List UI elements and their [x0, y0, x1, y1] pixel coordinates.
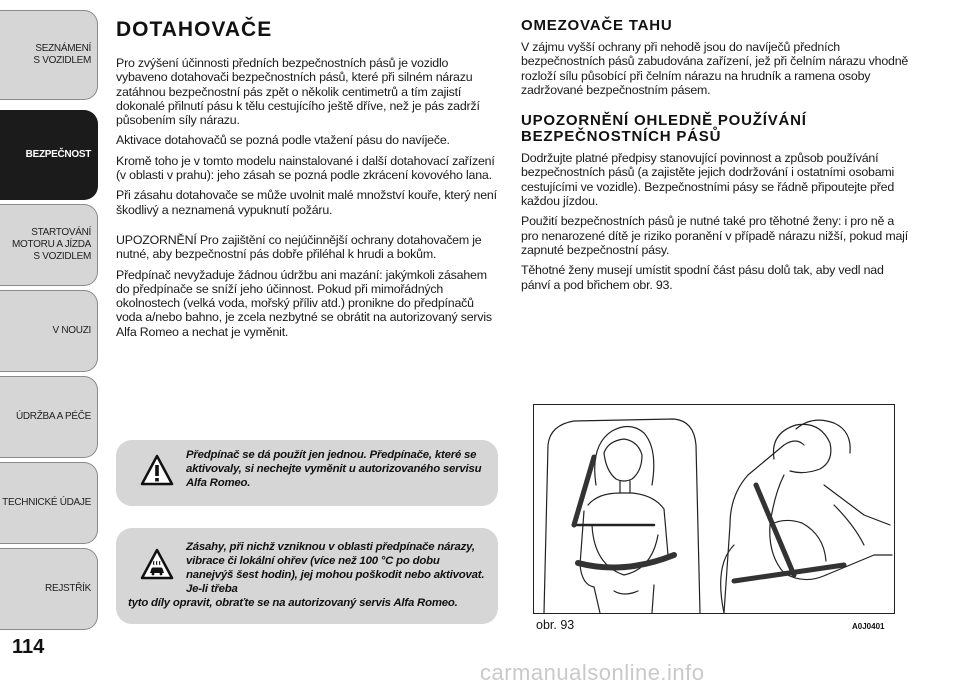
tab-label: V NOUZI: [52, 325, 91, 336]
tab-label: TECHNICKÉ ÚDAJE: [2, 497, 91, 508]
tab-label: BEZPEČNOST: [25, 149, 91, 160]
paragraph: Pro zvýšení účinnosti předních bezpečnostních pásů je vozidlo vybaveno dotahovači bezpečnostních pásů, které při silném nárazu zatáhnou bezpečnostní pás zpět o několik centimetrů a tím zajistí dokonalé přilnutí pásu k tělu cestujícího ještě dříve, než je pás zadrží působením síly nárazu.: [116, 56, 480, 128]
paragraph: UPOZORNĚNÍ Pro zajištění co nejúčinnější ochrany dotahovačem je nutné, aby bezpečnostní pás dobře přiléhal k hrudi a bokům.: [116, 232, 482, 262]
tab-seznameni[interactable]: [0, 10, 98, 100]
figure-seatbelt-illustration: [533, 404, 895, 614]
tab-udrzba[interactable]: [0, 376, 98, 458]
tab-label: REJSTŘÍK: [45, 583, 91, 594]
section-heading: UPOZORNĚNÍ OHLEDNĚ POUŽÍVÁNÍ BEZPEČNOSTNÍCH PÁSŮ: [521, 112, 807, 146]
paragraph: V zájmu vyšší ochrany při nehodě jsou do navíječů předních bezpečnostních pásů zabudována zařízení, jež při čelním nárazu vhodně rozloží sílu působící při čelním nárazu na hrudník a ramena osoby zadržované bezpečnostním pásem.: [521, 40, 909, 97]
warning-text: Zásahy, při nichž vzniknou v oblasti předpínače nárazy, vibrace či lokální ohřev (více než 100 °C po dobu nanejvýš šest hodin), jej mohou poškodit nebo aktivovat. Je-li třeba: [186, 541, 485, 595]
tab-technicke-udaje[interactable]: [0, 462, 98, 544]
paragraph: Při zásahu dotahovače se může uvolnit malé množství kouře, který není škodlivý a neznamená vypuknutí požáru.: [116, 188, 497, 217]
warning-text: Předpínač se dá použít jen jednou. Předpínače, které se aktivovaly, si nechejte vyměnit u autorizovaného servisu Alfa Romeo.: [186, 449, 482, 489]
chapter-tabs: [0, 0, 100, 640]
tab-v-nouzi[interactable]: [0, 290, 98, 372]
tab-bezpecnost[interactable]: [0, 110, 98, 200]
figure-code: A0J0401: [852, 622, 885, 631]
paragraph: Dodržujte platné předpisy stanovující povinnost a způsob používání bezpečnostních pásů (a zajistěte jejich dodržování i ostatními osobami cestujícími ve vozidle). Bezpečnostními pásy se řádně připoutejte před každou jízdou.: [521, 151, 895, 209]
section-title: DOTAHOVAČE: [116, 18, 273, 41]
warning-text-continued: tyto díly opravit, obraťte se na autorizovaný servis Alfa Romeo.: [128, 597, 458, 609]
paragraph: Aktivace dotahovačů se pozná podle vtažení pásu do navíječe.: [116, 133, 450, 148]
tab-label: SEZNÁMENÍ S VOZIDLEM: [33, 43, 91, 66]
watermark: carmanualsonline.info: [480, 660, 705, 685]
paragraph: Použití bezpečnostních pásů je nutné také pro těhotné ženy: i pro ně a pro nenarozené dítě je riziko poranění v případě nárazu nižší, pokud mají zapnuté bezpečnostní pásy.: [521, 214, 908, 257]
tab-rejstrik[interactable]: [0, 548, 98, 630]
figure-caption: obr. 93: [536, 618, 575, 632]
warning-triangle-icon: [140, 454, 174, 486]
page-number: 114: [12, 636, 45, 658]
right-column: [521, 18, 913, 298]
hot-car-warning-icon: [140, 548, 174, 580]
left-column: [116, 18, 500, 345]
tab-startovani[interactable]: [0, 204, 98, 286]
paragraph: Předpínač nevyžaduje žádnou údržbu ani mazání: jakýmkoli zásahem do předpínače se sníží jeho účinnost. Pokud při mimořádných okolnostech (velká voda, mořský příliv atd.) pronikne do předpínačů voda a/nebo bahno, je zcela nezbytné se obrátit na autorizovaný servis Alfa Romeo a nechat je vyměnit.: [116, 267, 492, 339]
tab-label: STARTOVÁNÍ MOTORU A JÍZDA S VOZIDLEM: [12, 227, 91, 262]
warning-box: [116, 440, 498, 506]
pregnant-woman-seatbelt-illustration: [534, 405, 894, 613]
paragraph: Těhotné ženy musejí umístit spodní část pásu dolů tak, aby vedl nad pánví a pod břichem obr. 93.: [521, 263, 884, 292]
paragraph: Kromě toho je v tomto modelu nainstalované i další dotahovací zařízení (v oblasti v prahu): jeho zásah se pozná podle zkrácení kovového lana.: [116, 153, 495, 183]
tab-label: ÚDRŽBA A PÉČE: [15, 411, 91, 422]
warning-box: [116, 528, 498, 624]
section-heading: OMEZOVAČE TAHU: [521, 17, 673, 34]
